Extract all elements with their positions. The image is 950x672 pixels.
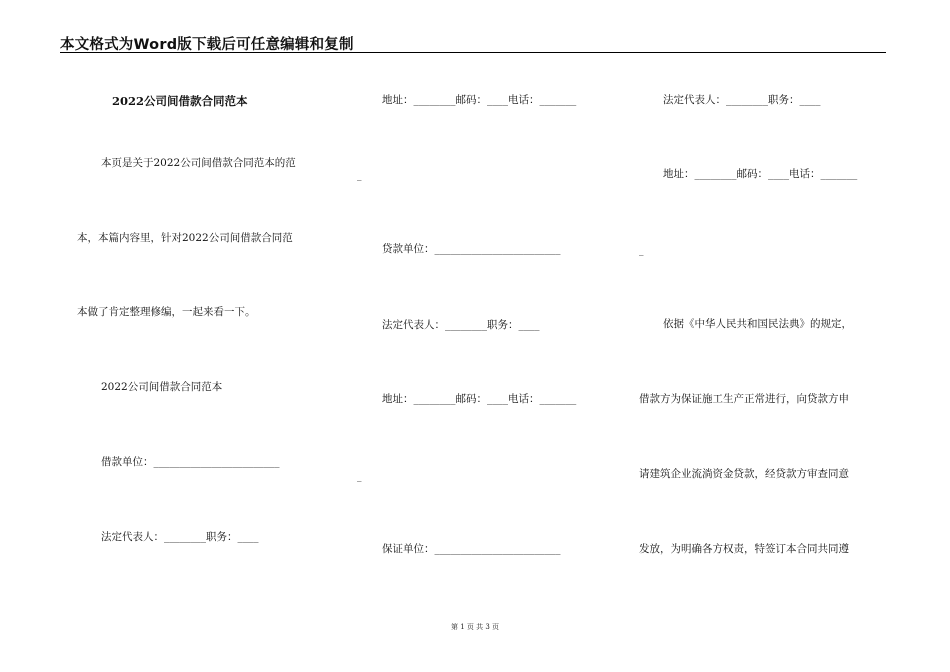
borrower-address-field: 地址：________邮码：____电话：_______: [382, 94, 577, 106]
document-header-title: 本文格式为Word版下载后可任意编辑和复制: [60, 37, 354, 53]
continuation-mark: _: [357, 171, 362, 181]
continuation-mark: _: [357, 472, 362, 482]
lender-unit-field: 贷款单位：________________________: [382, 243, 561, 255]
intro-line-1: 本页是关于2022公司间借款合同范本的范: [101, 157, 296, 169]
guarantor-representative-field: 法定代表人：________职务：____: [663, 94, 821, 106]
clause-line-4: 发放，为明确各方权责，特签订本合同共同遵: [639, 543, 849, 555]
contract-title: 2022公司间借款合同范本: [112, 94, 248, 108]
lender-representative-field: 法定代表人：________职务：____: [382, 319, 540, 331]
clause-line-2: 借款方为保证施工生产正常进行，向贷款方申: [639, 393, 849, 405]
continuation-mark: _: [639, 246, 644, 256]
borrower-unit-field: 借款单位：________________________: [101, 456, 280, 468]
clause-line-1: 依据《中华人民共和国民法典》的规定，: [663, 318, 852, 330]
header-divider: [60, 52, 886, 53]
guarantor-unit-field: 保证单位：________________________: [382, 543, 561, 555]
page-number: 第 1 页 共 3 页: [450, 623, 500, 631]
intro-line-2: 本，本篇内容里，针对2022公司间借款合同范: [77, 232, 293, 244]
clause-line-3: 请建筑企业流淌资金贷款，经贷款方审查同意: [639, 468, 849, 480]
contract-subtitle: 2022公司间借款合同范本: [101, 381, 223, 393]
guarantor-address-field: 地址：________邮码：____电话：_______: [663, 168, 858, 180]
intro-line-3: 本做了肯定整理修编，一起来看一下。: [77, 306, 256, 318]
lender-address-field: 地址：________邮码：____电话：_______: [382, 393, 577, 405]
borrower-representative-field: 法定代表人：________职务：____: [101, 531, 259, 543]
